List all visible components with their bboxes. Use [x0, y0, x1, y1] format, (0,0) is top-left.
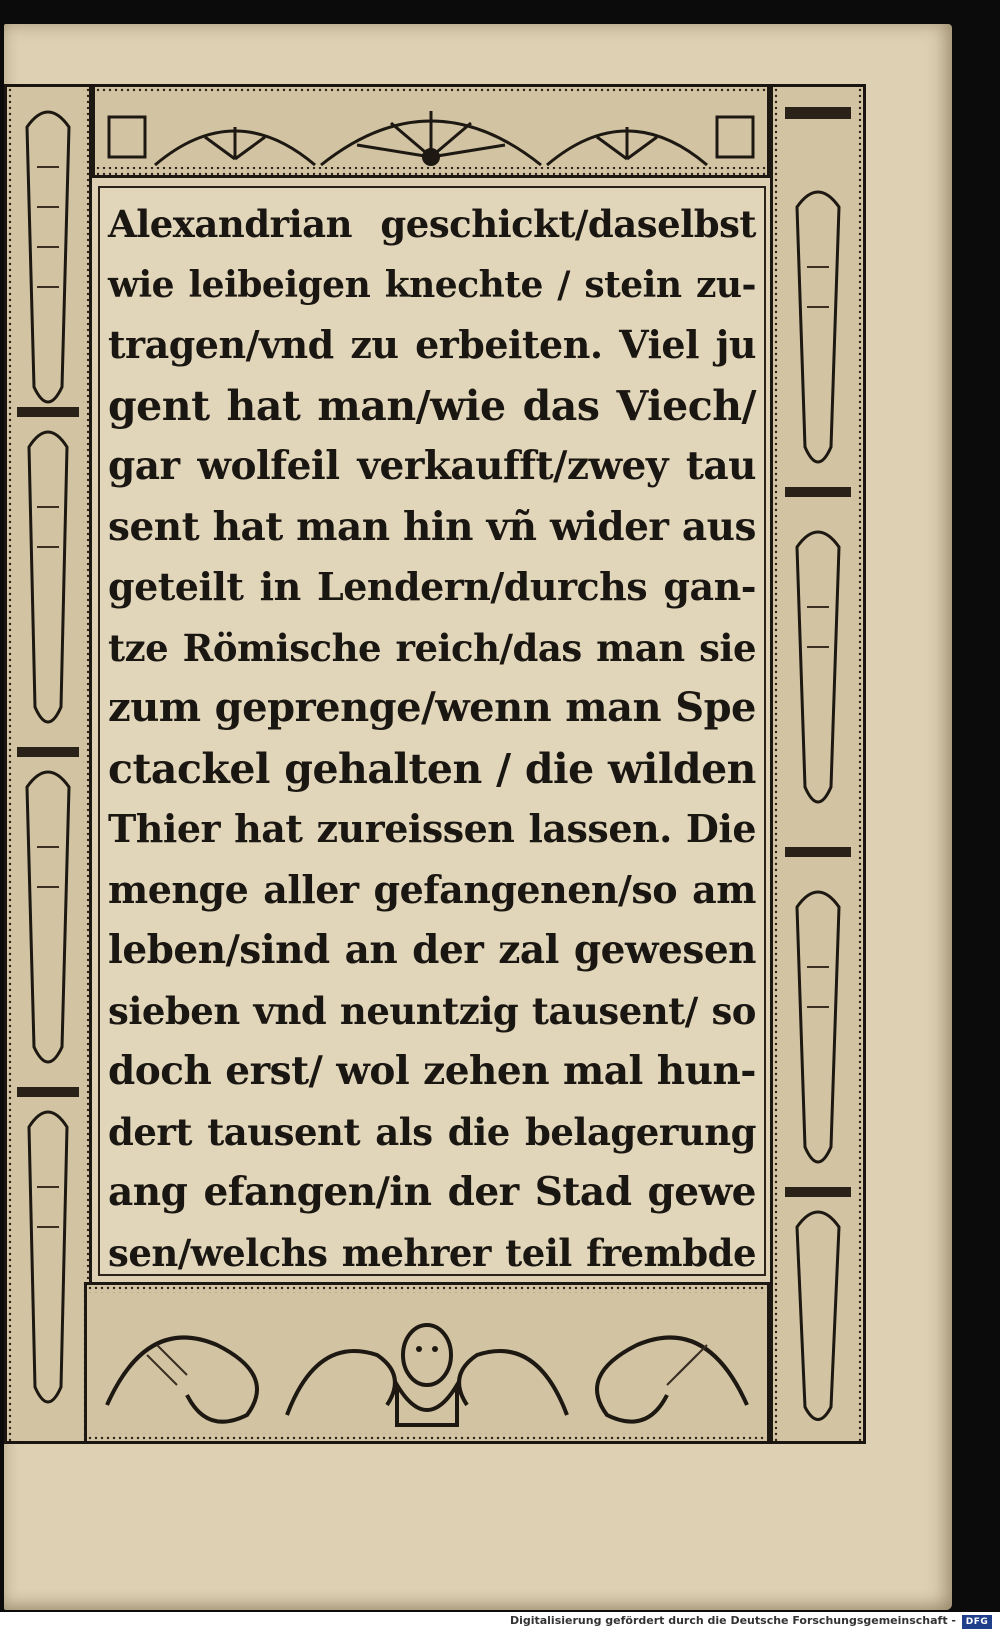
text-line: Alexandrian geschickt/daselbst	[108, 202, 756, 246]
text-line: wie leibeigen knechte / stein zu-	[108, 263, 756, 306]
text-line: leben/sind an der zal gewesen	[108, 927, 756, 973]
text-line: menge aller gefangenen/so am	[108, 866, 756, 912]
text-line: ctackel gehalten / die wilden	[108, 744, 756, 793]
text-line: zum geprenge/wenn man Spe	[108, 684, 756, 731]
text-line: Thier hat zureissen lassen. Die	[108, 806, 756, 851]
text-line: sent hat man hin vñ wider aus	[108, 503, 756, 550]
footer-bar	[0, 1612, 1000, 1632]
text-line: sen/welchs mehrer teil frembde	[108, 1230, 756, 1275]
text-line: sieben vnd neuntzig tausent/ so	[108, 988, 756, 1033]
text-line: tragen/vnd zu erbeiten. Viel ju	[108, 322, 756, 367]
footer-credit: Digitalisierung gefördert durch die Deutsche Forschungsgemeinschaft -	[509, 1614, 956, 1627]
text-line: tze Römische reich/das man sie	[108, 625, 756, 670]
text-line: dert tausent als die belagerung	[108, 1109, 756, 1154]
text-line: gar wolfeil verkaufft/zwey tau	[108, 443, 756, 489]
text-block	[98, 186, 766, 1276]
text-line: doch erst/ wol zehen mal hun-	[108, 1048, 756, 1094]
text-line: ang efangen/in der Stad gewe	[108, 1169, 756, 1215]
text-line: gent hat man/wie das Viech/	[108, 381, 756, 430]
dfg-logo-icon[interactable]: DFG	[962, 1615, 992, 1629]
text-line: geteilt in Lendern/durchs gan-	[108, 564, 756, 609]
